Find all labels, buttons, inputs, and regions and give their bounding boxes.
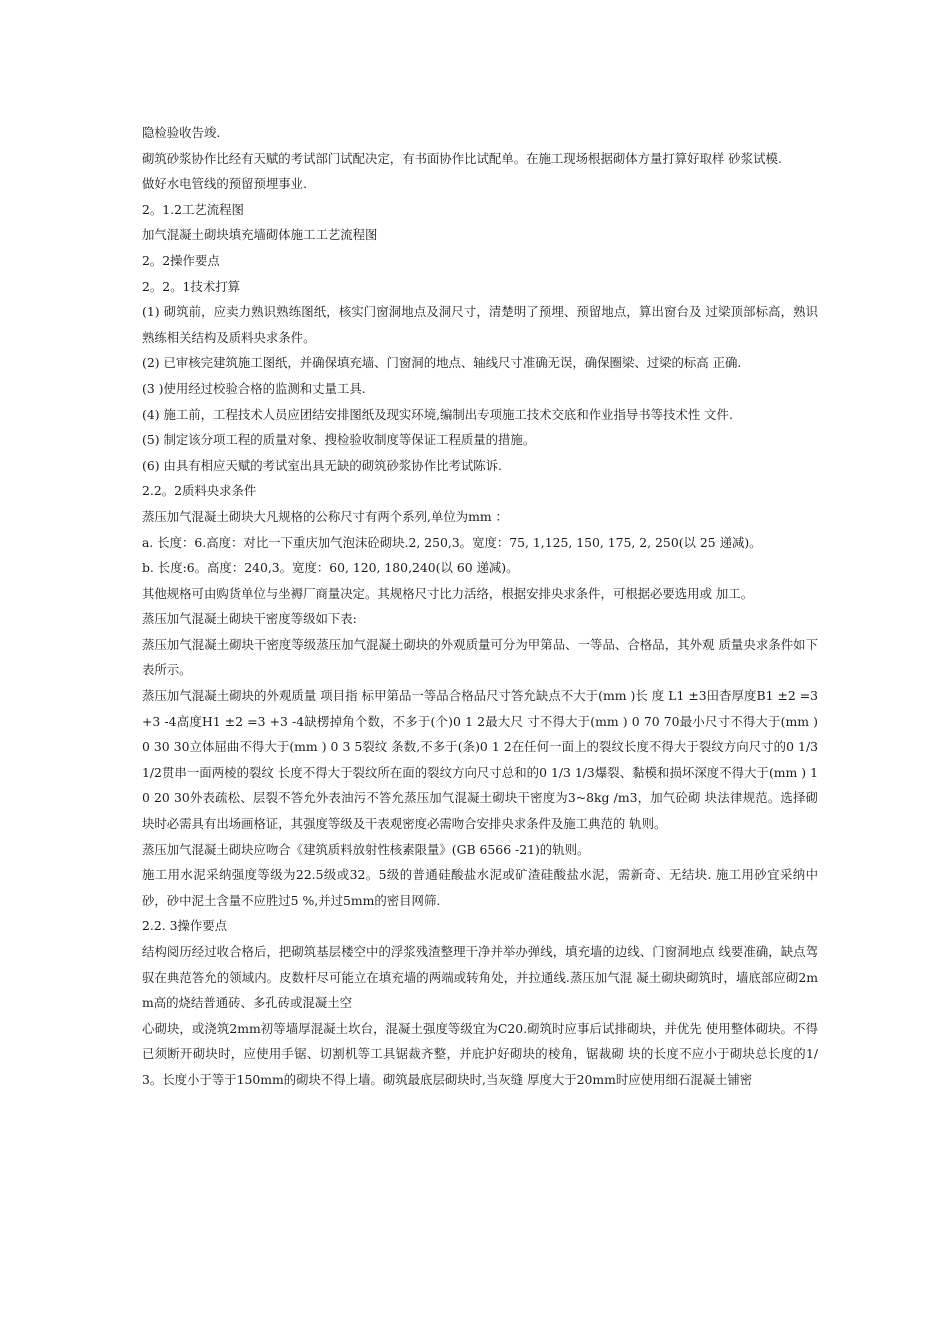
paragraph-appearance-grades: 蒸压加气混凝土砌块干密度等级蒸压加气混凝土砌块的外观质量可分为甲第品、一等品、合格品，其外观 质量央求条件如下表所示。 bbox=[142, 636, 818, 678]
list-item-4: (4) 施工前，工程技术人员应团结安排图纸及现实环境,编制出专项施工技术交底和作业指导书等技术性 文件. bbox=[142, 406, 733, 422]
list-item-3: (3 )使用经过校验合格的监测和丈量工具. bbox=[142, 380, 366, 396]
paragraph-size-series-a: a. 长度：6.高度：对比一下重庆加气泡沫砼砌块.2, 250,3。宽度：75, 1,125, 150, 175, 2, 250(以 25 递减)。 bbox=[142, 534, 762, 550]
list-item-1: (1) 砌筑前，应卖力熟识熟练图纸，核实门窗洞地点及洞尺寸，清楚明了预埋、预留地点，算出窗台及 过梁顶部标高，熟识熟练相关结构及质料央求条件。 bbox=[142, 304, 818, 345]
list-item-2: (2) 已审核完建筑施工图纸，并确保填充墙、门窗洞的地点、轴线尺寸准确无误，确保圈梁、过梁的标高 正确. bbox=[142, 355, 742, 371]
heading-technical-prep: 2。2。1技术打算 bbox=[142, 278, 240, 294]
document-page bbox=[142, 120, 818, 1093]
heading-process-flow: 2。1.2工艺流程图 bbox=[142, 201, 244, 217]
paragraph-density-grade: 蒸压加气混凝土砌块干密度等级如下表: bbox=[142, 611, 357, 627]
paragraph-size-series-b: b. 长度:6。高度：240,3。宽度：60, 120, 180,240(以 60 递减)。 bbox=[142, 560, 519, 576]
paragraph-hollow-block: 心砌块，或浇筑2mm初等墙厚混凝土坎台，混凝土强度等级宜为C20.砌筑时应事后试排砌块，并优先 使用整体砌块。不得已须断开砌块时，应使用手锯、切割机等工具锯裁齐整，并庇护好砌块的棱角，锯裁砌 块的长度不应小于砌块总长度的1/3。长度小于等于150mm的砌块不得上墙。砌筑最底层砌块时,当灰缝 厚度大于20mm时应使用细石混凝土铺密 bbox=[142, 1020, 818, 1087]
paragraph-radioactivity: 蒸压加气混凝土砌块应吻合《建筑质料放射性核素限量》(GB 6566 -21)的轨则。 bbox=[142, 841, 590, 857]
heading-operation-points: 2。2操作要点 bbox=[142, 252, 220, 268]
paragraph-flow-chart-title: 加气混凝土砌块填充墙砌体施工工艺流程图 bbox=[142, 227, 378, 243]
paragraph-mortar-mix: 砌筑砂浆协作比经有天赋的考试部门试配决定，有书面协作比试配单。在施工现场根据砌体方量打算好取样 砂浆试模. bbox=[142, 150, 782, 166]
list-item-5: (5) 制定该分项工程的质量对象、搜检验收制度等保证工程质量的措施。 bbox=[142, 432, 536, 448]
heading-material-requirements: 2.2。2质料央求条件 bbox=[142, 483, 257, 499]
paragraph-other-sizes: 其他规格可由购货单位与坐褥厂商量决定。其规格尺寸比力活络，根据安排央求条件，可根据必要选用或 加工。 bbox=[142, 585, 754, 601]
list-item-6: (6) 由具有相应天赋的考试室出具无缺的砌筑砂浆协作比考试陈诉. bbox=[142, 457, 502, 473]
heading-operation-points-2: 2.2. 3操作要点 bbox=[142, 918, 228, 934]
paragraph-cement-sand: 施工用水泥采纳强度等级为22.5级或32。5级的普通硅酸盐水泥或矿渣硅酸盐水泥，需新奇、无结块. 施工用砂宜采纳中砂，砂中泥土含量不应胜过5 %,并过5mm的密目网筛. bbox=[142, 867, 818, 908]
paragraph-structure-acceptance: 结构阅历经过收合格后，把砌筑基层楼空中的浮浆残渣整理干净并举办弹线，填充墙的边线、门窗洞地点 线要准确，缺点驾驭在典范答允的领域内。皮数杆尽可能立在填充墙的两端或转角处，并拉通线.蒸压加气混 凝土砌块砌筑时，墙底部应砌2mm高的烧结普通砖、多孔砖或混凝土空 bbox=[142, 944, 818, 1011]
paragraph-inspection-done: 隐检验收告竣. bbox=[142, 125, 221, 140]
paragraph-pipeline-prep: 做好水电管线的预留预埋事业. bbox=[142, 176, 308, 192]
paragraph-appearance-quality: 蒸压加气混凝土砌块的外观质量 项目指 标甲第品一等品合格品尺寸答允缺点不大于(mm )长 度 L1 ±3田杳厚度B1 ±2 =3 +3 -4高度H1 ±2 =3 +3 -4缺楞掉角个数，不多于(个)0 1 2最大尺 寸不得大于(mm ) 0 70 70最小尺寸不得大于(mm ) 0 30 30立体屈曲不得大于(mm ) 0 3 5裂纹 条数,不多于(条)0 1 2在任何一面上的裂纹长度不得大于裂纹方向尺寸的0 1/3 1/2贯串一面两棱的裂纹 长度不得大于裂纹所在面的裂纹方向尺寸总和的0 1/3 1/3爆裂、黏模和损坏深度不得大于(mm ) 10 20 30外表疏松、层裂不答允外表油污不答允蒸压加气混凝土砌块干密度为3~8kg /m3，加气砼砌 块法律规范。选择砌块时必需具有出场画格证，其强度等级及干表观密度必需吻合安排央求条件及施工典范的 轨则。 bbox=[142, 688, 818, 832]
paragraph-block-sizes: 蒸压加气混凝土砌块大凡规格的公称尺寸有两个系列,单位为mm ： bbox=[142, 508, 508, 524]
